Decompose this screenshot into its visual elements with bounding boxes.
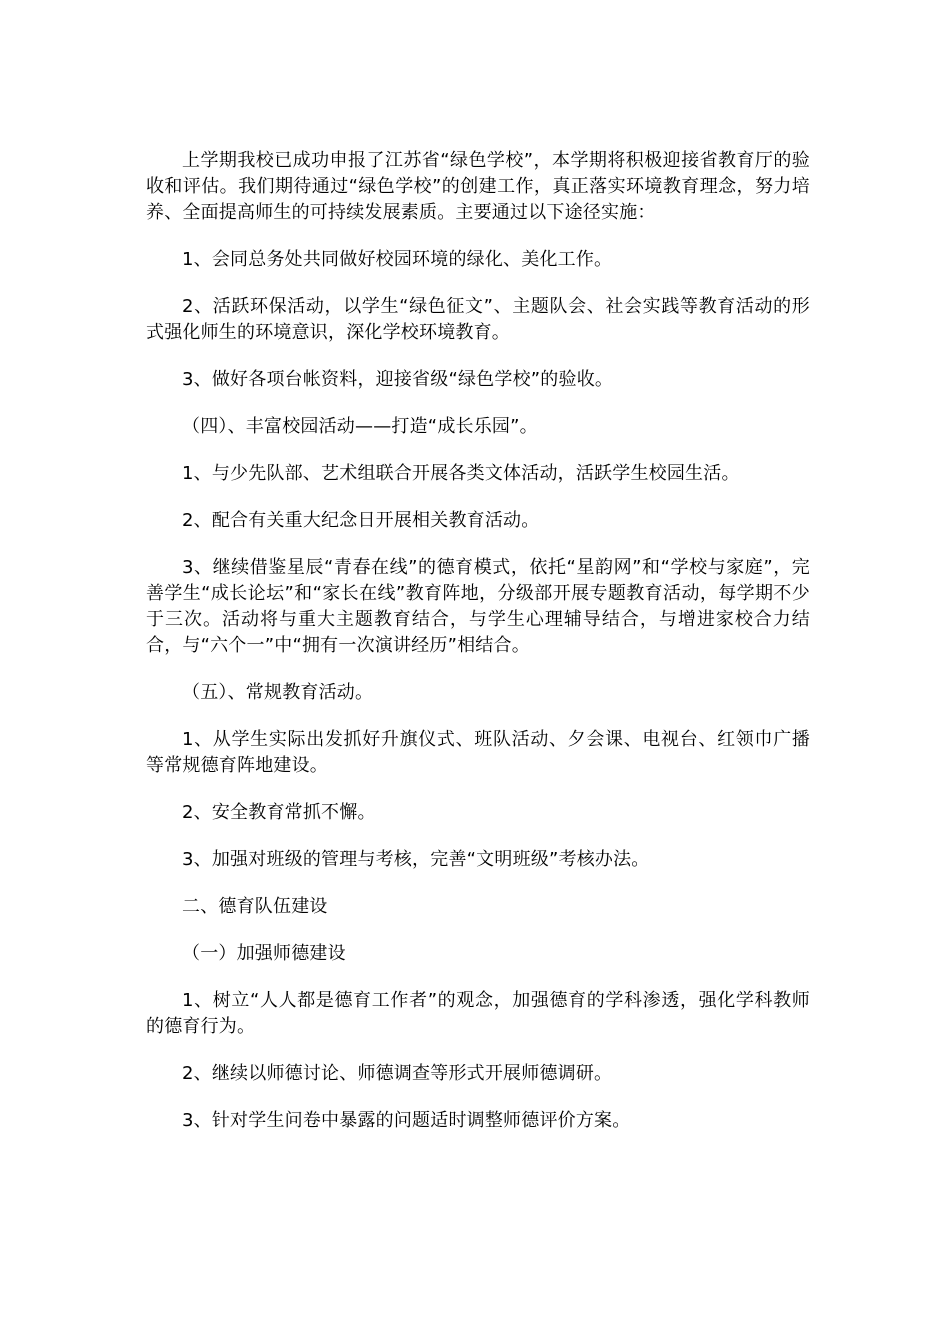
paragraph-item: 1、树立“人人都是德育工作者”的观念，加强德育的学科渗透，强化学科教师的德育行为。 [146, 990, 810, 1037]
paragraph-green-school-intro: 上学期我校已成功申报了江苏省“绿色学校”，本学期将积极迎接省教育厅的验收和评估。我们期待通过“绿色学校”的创建工作，真正落实环境教育理念，努力培养、全面提高师生的可持续发展素质。主要通过以下途径实施： [146, 150, 810, 223]
paragraph-item: 2、安全教育常抓不懈。 [182, 802, 376, 823]
paragraph-item: 1、与少先队部、艺术组联合开展各类文体活动，活跃学生校园生活。 [182, 463, 740, 484]
document-body [146, 148, 810, 1155]
paragraph-item: 1、从学生实际出发抓好升旗仪式、班队活动、夕会课、电视台、红领巾广播等常规德育阵地建设。 [146, 729, 810, 776]
paragraph-item: 2、活跃环保活动，以学生“绿色征文”、主题队会、社会实践等教育活动的形式强化师生的环境意识，深化学校环境教育。 [146, 296, 810, 343]
paragraph-item: 1、会同总务处共同做好校园环境的绿化、美化工作。 [182, 249, 613, 270]
paragraph-item: 3、针对学生问卷中暴露的问题适时调整师德评价方案。 [182, 1110, 631, 1131]
section-heading: （四）、丰富校园活动——打造“成长乐园”。 [182, 416, 538, 437]
paragraph-item: 2、配合有关重大纪念日开展相关教育活动。 [182, 510, 540, 531]
paragraph-item: 3、做好各项台帐资料，迎接省级“绿色学校”的验收。 [182, 369, 614, 390]
section-heading: （五）、常规教育活动。 [182, 682, 374, 703]
paragraph-item: 3、继续借鉴星辰“青春在线”的德育模式，依托“星韵网”和“学校与家庭”，完善学生“成长论坛”和“家长在线”教育阵地，分级部开展专题教育活动，每学期不少于三次。活动将与重大主题教育结合，与学生心理辅导结合，与增进家校合力结合，与“六个一”中“拥有一次演讲经历”相结合。 [146, 557, 810, 656]
paragraph-item: 2、继续以师德讨论、师德调查等形式开展师德调研。 [182, 1063, 613, 1084]
chapter-heading: 二、德育队伍建设 [182, 896, 328, 917]
paragraph-item: 3、加强对班级的管理与考核，完善“文明班级”考核办法。 [182, 849, 650, 870]
section-heading: （一）加强师德建设 [182, 943, 346, 964]
